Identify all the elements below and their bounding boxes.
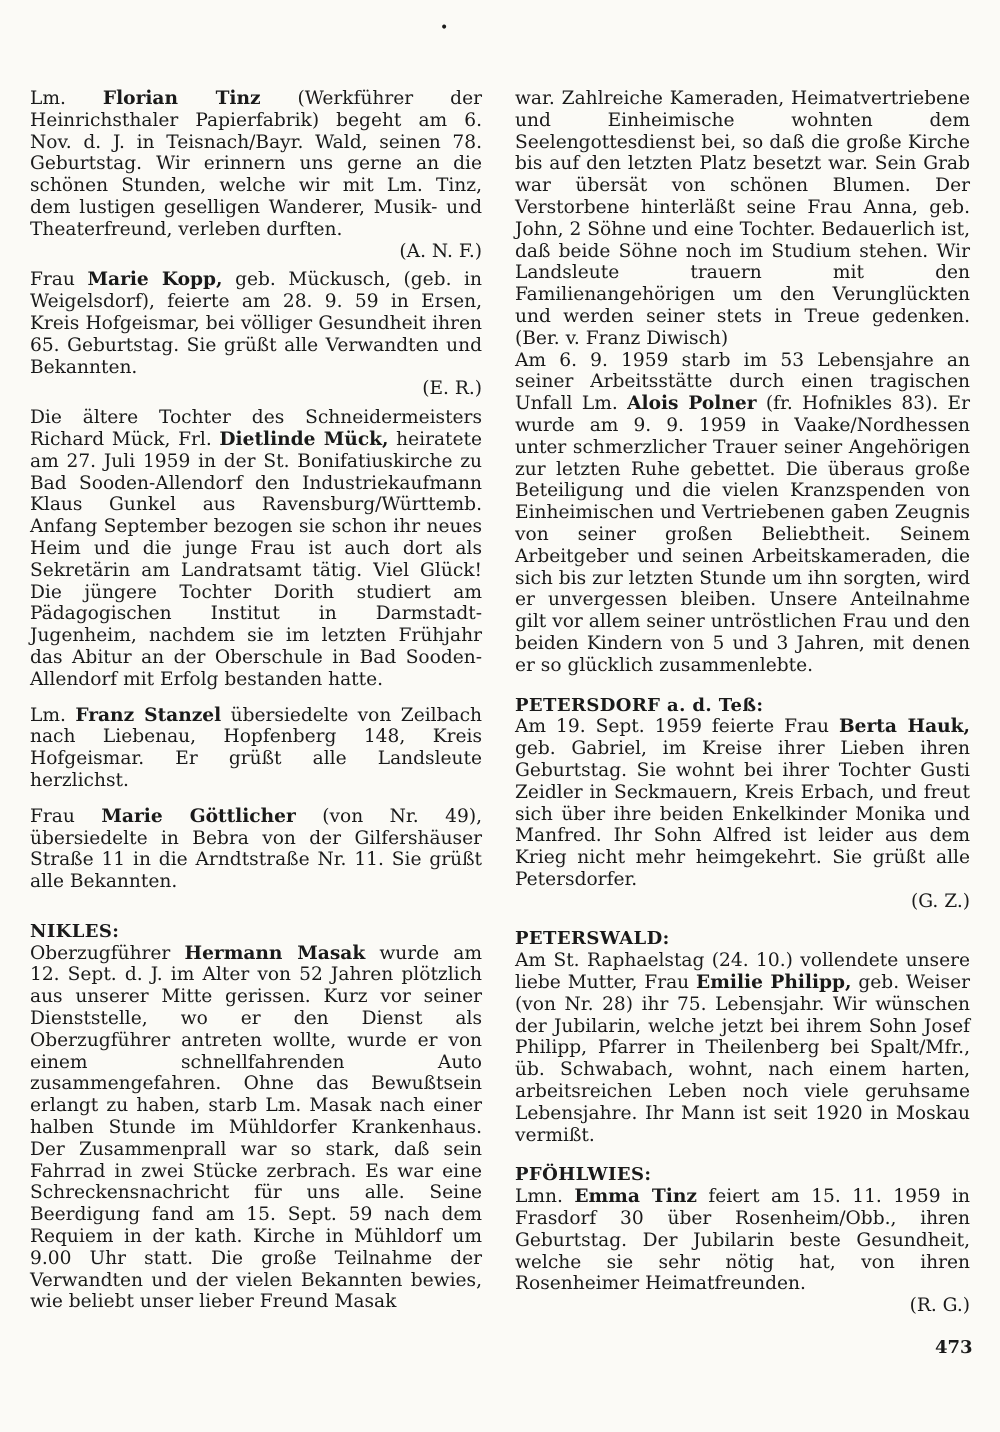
person-name: Emma Tinz bbox=[574, 1186, 697, 1208]
person-name: Marie Göttlicher bbox=[101, 805, 296, 827]
left-column bbox=[30, 88, 482, 1313]
person-name: Emilie Philipp, bbox=[696, 972, 852, 994]
section-heading-peterswald: PETERSWALD: bbox=[515, 928, 670, 950]
text: geb. Mückusch, (geb. in Weigelsdorf), feierte am 28. 9. 59 in Ersen, Kreis Hofgeismar, bei völliger Gesundheit ihren 65. Geburtstag. Sie grüßt alle Verwandten und Bekannten. bbox=[30, 269, 482, 378]
text: Am St. Raphaelstag (24. 10.) vollendete unsere liebe Mutter, Frau bbox=[515, 950, 970, 994]
text: geb. Weiser (von Nr. 28) ihr 75. Lebensjahr. Wir wünschen der Jubilarin, welche jetzt bei ihrem Sohn Josef Philipp, Pfarrer in Theilenberg bei Spalt/Mfr., üb. Schwabach, wohnt, nach einem harten, arbeitsreichen Leben noch viele geruhsame Lebensjahre. Ihr Mann ist seit 1920 in Moskau vermißt. bbox=[515, 972, 970, 1146]
person-name: Alois Polner bbox=[627, 393, 757, 415]
article-hermann-masak bbox=[30, 943, 482, 1314]
article-dietlinde-mueck bbox=[30, 407, 482, 690]
article-emma-tinz bbox=[515, 1186, 970, 1295]
text: Frau bbox=[30, 805, 102, 827]
section-heading-pfoehlwies: PFÖHLWIES: bbox=[515, 1164, 652, 1186]
person-name: Berta Hauk, bbox=[838, 716, 970, 738]
text: (fr. Hofnikles 83). Er wurde am 9. 9. 1959 in Vaake/Nordhessen unter schmerzlicher Trauer seiner Angehörigen zur letzten Ruhe gebettet. Die überaus große Beteiligung und die vielen Kranzspenden von Einheimischen und Vertriebenen gaben Zeugnis von seiner großen Beliebtheit. Seinem Arbeitgeber und seinen Arbeitskameraden, die sich bis zur letzten Stunde um ihn sorgten, wird er unvergessen bleiben. Unsere Anteilnahme gilt vor allem seiner untröstlichen Frau und den beiden Kindern von 5 und 3 Jahren, mit denen er so glücklich zusammenlebte. bbox=[515, 393, 970, 676]
text: Lm. bbox=[30, 704, 76, 726]
text: wurde am 12. Sept. d. J. im Alter von 52 Jahren plötzlich aus unserer Mitte gerissen. Kurz vor seiner Dienststelle, wo er den Dienst als Oberzugführer antreten wollte, wurde er von einem schnellfahrenden Auto zusammengefahren. Ohne das Bewußtsein erlangt zu haben, starb Lm. Masak nach einer halben Stunde im Mühldorfer Krankenhaus. Der Zusammenprall war so stark, daß sein Fahrrad in zwei Stücke zerbrach. Es war eine Schreckensnachricht für uns alle. Seine Beerdigung fand am 15. Sept. 59 nach dem Requiem in der kath. Kirche in Mühldorf um 9.00 Uhr statt. Die große Teilnahme der Verwandten und der vielen Bekannten bewies, wie beliebt unser lieber Freund Masak bbox=[30, 942, 482, 1313]
person-name: Hermann Masak bbox=[184, 942, 366, 964]
text: Am 19. Sept. 1959 feierte Frau bbox=[515, 716, 839, 738]
section-heading-nikles: NIKLES: bbox=[30, 920, 120, 942]
article-alois-polner bbox=[515, 350, 970, 677]
text: (Werkführer der Heinrichsthaler Papierfabrik) begeht am 6. Nov. d. J. in Teisnach/Bayr. Wald, seinen 78. Geburtstag. Wir erinnern uns gerne an die schönen Stunden, welche wir mit Lm. Tinz, dem lustigen geselligen Wanderer, Musik- und Theaterfreund, verleben durften. bbox=[30, 88, 482, 240]
person-name: Franz Stanzel bbox=[75, 704, 222, 726]
text: Frau bbox=[30, 269, 88, 291]
text: Die ältere Tochter des Schneidermeisters Richard Mück, Frl. bbox=[30, 407, 482, 450]
text: war. Zahlreiche Kameraden, Heimatvertriebene und Einheimische wohnten dem Seelengottesdienst bei, so daß die große Kirche bis auf den letzten Platz besetzt war. Sein Grab war übersät von schönen Blumen. Der Verstorbene hinterläßt seine Frau Anna, geb. John, 2 Söhne und eine Tochter. Bedauerlich ist, daß beide Söhne noch im Studium stehen. Wir Landsleute trauern mit den Familienangehörigen um den Verunglückten und werden seiner stets in Treue gedenken. (Ber. v. Franz Diwisch) bbox=[515, 88, 970, 349]
signature: (E. R.) bbox=[422, 378, 482, 400]
text: Am 6. 9. 1959 starb im 53 Lebensjahre an seiner Arbeitsstätte durch einen tragischen Unfall Lm. bbox=[515, 349, 970, 415]
article-marie-kopp bbox=[30, 269, 482, 378]
text: übersiedelte von Zeilbach nach Liebenau, Hopfenberg 148, Kreis Hofgeismar. Er grüßt alle Landsleute herzlichst. bbox=[30, 704, 482, 791]
section-heading-petersdorf: PETERSDORF a. d. Teß: bbox=[515, 694, 764, 716]
text: geb. Gabriel, im Kreise ihrer Lieben ihren Geburtstag. Sie wohnt bei ihrer Tochter Gusti Zeidler in Seckmauern, Kreis Erbach, und freut sich über ihre beiden Enkelkinder Monika und Manfred. Ihr Sohn Alfred ist leider aus dem Krieg nicht mehr heimgekehrt. Sie grüßt alle Petersdorfer. bbox=[515, 738, 970, 890]
article-franz-stanzel bbox=[30, 705, 482, 792]
page-top-mark: • bbox=[440, 20, 449, 36]
signature: (A. N. F.) bbox=[399, 240, 482, 262]
article-masak-continued bbox=[515, 88, 970, 350]
article-marie-goettlicher bbox=[30, 806, 482, 893]
text: heiratete am 27. Juli 1959 in der St. Bonifatiuskirche zu Bad Sooden-Allendorf den Industriekaufmann Klaus Gunkel aus Ravensburg/Württemb. Anfang September bezogen sie schon ihr neues Heim und die junge Frau ist auch dort als Sekretärin am Landratsamt tätig. Viel Glück! Die jüngere Tochter Dorith studiert am Pädagogischen Institut in Darmstadt-Jugenheim, nachdem sie im letzten Frühjahr das Abitur an der Oberschule in Bad Sooden-Allendorf mit Erfolg bestanden hatte. bbox=[30, 428, 482, 690]
person-name: Dietlinde Mück, bbox=[219, 428, 389, 450]
article-emilie-philipp bbox=[515, 950, 970, 1146]
person-name: Florian Tinz bbox=[102, 88, 261, 109]
text: feiert am 15. 11. 1959 in Frasdorf 30 über Rosenheim/Obb., ihren Geburtstag. Der Jubilarin beste Gesundheit, welche sie sehr nötig hat, von ihren Rosenheimer Heimatfreunden. bbox=[515, 1186, 970, 1295]
text: Lmn. bbox=[515, 1186, 575, 1208]
article-berta-hauk bbox=[515, 716, 970, 890]
person-name: Marie Kopp, bbox=[87, 269, 223, 291]
text: Lm. bbox=[30, 88, 103, 109]
signature: (R. G.) bbox=[909, 1295, 970, 1317]
text: Oberzugführer bbox=[30, 942, 185, 964]
article-florian-tinz bbox=[30, 88, 482, 241]
right-column bbox=[515, 88, 970, 1317]
text: (von Nr. 49), übersiedelte in Bebra von der Gilfershäuser Straße 11 in die Arndtstraße Nr. 11. Sie grüßt alle Bekannten. bbox=[30, 805, 482, 893]
signature: (G. Z.) bbox=[910, 890, 970, 912]
page-number: 473 bbox=[935, 1337, 973, 1358]
